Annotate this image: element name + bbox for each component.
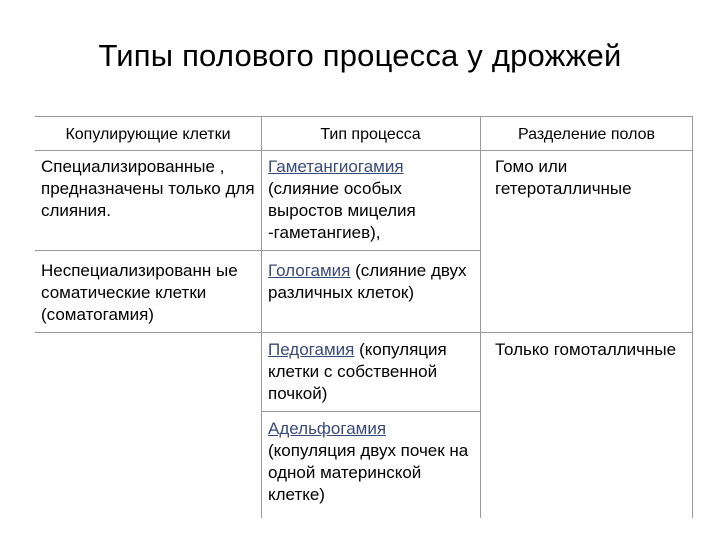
cell-nonspecialized-cells: Неспециализированн ые соматические клетки (соматогамия) — [41, 261, 238, 324]
desc-gametangiogamy: (слияние особых выростов мицелия -гаметангиев), — [268, 179, 416, 242]
term-adelphogamy[interactable]: Адельфогамия — [268, 419, 387, 438]
header-copulating-cells: Копулирующие клетки — [65, 126, 231, 143]
cell-only-homothallic: Только гомоталличные — [495, 340, 677, 359]
cell-homo-or-heterothallic: Гомо или гетероталличные — [495, 157, 632, 198]
slide-title: Типы полового процесса у дрожжей — [98, 38, 622, 73]
cell-pedogamy — [268, 339, 476, 405]
column-divider-1 — [261, 116, 262, 518]
header-divider — [35, 150, 693, 151]
header-sex-separation: Разделение полов — [517, 126, 656, 143]
term-hologamy[interactable]: Гологамия — [268, 261, 351, 280]
desc-hologamy: (слияние двух различных клеток) — [268, 261, 467, 302]
header-process-type: Тип процесса — [320, 126, 421, 143]
term-gametangiogamy[interactable]: Гаметангиогамия — [268, 157, 404, 176]
row-divider-1 — [35, 250, 480, 251]
row-divider-2 — [35, 332, 693, 333]
table-top-border — [35, 116, 693, 117]
term-pedogamy[interactable]: Педогамия — [268, 340, 355, 359]
cell-specialized-cells: Специализированные , предназначены только для слияния. — [41, 157, 255, 220]
desc-pedogamy: (копуляция клетки с собственной почкой) — [268, 340, 447, 403]
desc-adelphogamy: (копуляция двух почек на одной материнской клетке) — [268, 441, 469, 504]
column-divider-2 — [480, 116, 481, 518]
row-divider-3 — [261, 411, 480, 412]
yeast-sexual-process-table — [35, 116, 693, 518]
cell-gametangiogamy — [268, 156, 476, 244]
cell-hologamy — [268, 260, 476, 304]
table-right-border — [692, 116, 693, 518]
cell-adelphogamy — [268, 418, 476, 506]
